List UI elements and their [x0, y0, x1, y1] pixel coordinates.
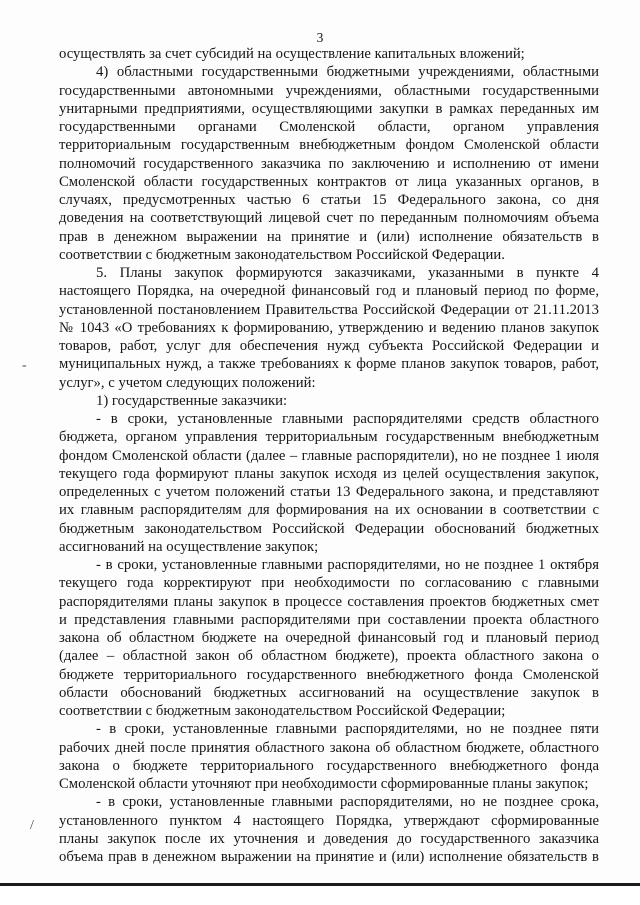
text-line: товаров, работ, услуг для обеспечения нужд субъекта Российской Федерации и: [59, 338, 599, 354]
page-number: 3: [316, 30, 324, 45]
text-line: фондом Смоленской области (далее – главные распорядители), но не позднее 1 июля: [59, 447, 599, 464]
text-line: бюджетным законодательством Российской Федерации обоснований бюджетных: [59, 520, 599, 537]
text-line: Смоленской области уточняют при необходимости сформированные планы закупок;: [59, 776, 589, 792]
text-line: закона о бюджете территориального государственного внебюджетного фонда: [59, 757, 599, 774]
text-line: - в сроки, установленные главными распорядителями, но не позднее 1 октября: [96, 557, 599, 573]
text-line: закона об областном бюджете на очередной финансовый год и плановый период: [59, 630, 599, 646]
text-line: и представления главными распорядителями при составлении проекта областного: [59, 611, 599, 628]
text-line: государственными автономными учреждениями, областными государственными: [59, 82, 599, 99]
text-line: соответствии с бюджетным законодательством Российской Федерации.: [59, 246, 505, 263]
text-line: 1) государственные заказчики:: [96, 392, 288, 409]
text-line: бюджета, органом управления территориальным государственным внебюджетным: [59, 429, 599, 446]
text-line: - в сроки, установленные главными распорядителями средств областного: [96, 411, 599, 427]
text-line: бюджете территориального государственного внебюджетного фонда Смоленской: [59, 666, 599, 683]
text-line: 5. Планы закупок формируются заказчиками, указанными в пункте 4: [96, 265, 599, 281]
text-line: распорядителями планы закупок в процессе составления проектов бюджетных смет: [59, 593, 599, 610]
text-line: № 1043 «О требованиях к формированию, утверждению и ведению планов закупок: [59, 319, 599, 336]
text-line: планы закупок после их уточнения и доведения до государственного заказчика: [59, 830, 599, 847]
text-line: территориальным государственным внебюджетным фондом Смоленской области: [59, 137, 599, 154]
text-line: муниципальных нужд, а также требованиях к форме планов закупок товаров, работ,: [59, 356, 599, 373]
text-line: осуществлять за счет субсидий на осуществление капитальных вложений;: [59, 46, 525, 62]
text-line: унитарными предприятиями, осуществляющими закупки в рамках переданных им: [59, 100, 599, 117]
text-line: (далее – областной закон об областном бюджете), проекта областного закона о: [59, 648, 599, 665]
text-line: государственными органами Смоленской области, органом управления: [59, 119, 599, 135]
text-line: рабочих дней после принятия областного закона об областном бюджете, областного: [59, 739, 599, 756]
text-line: полномочий государственного заказчика по заключению и исполнению от имени: [59, 155, 599, 172]
text-line: случаях, предусмотренных частью 6 статьи 15 Федерального закона, со дня: [59, 192, 599, 208]
text-line: ассигнований на осуществление закупок;: [59, 538, 319, 555]
text-line: - в сроки, установленные главными распорядителями, но не позднее срока,: [96, 794, 599, 811]
text-line: услуг», с учетом следующих положений:: [59, 374, 316, 391]
margin-mark: -: [22, 358, 27, 373]
text-line: - в сроки, установленные главными распорядителями, но не позднее пяти: [96, 721, 599, 738]
text-line: соответствии с бюджетным законодательством Российской Федерации;: [59, 703, 506, 719]
text-line: установленной постановлением Правительства Российской Федерации от 21.11.2013: [59, 301, 599, 318]
document-body: [59, 45, 599, 866]
text-line: текущего года формируют планы закупок исходя из целей осуществления закупок,: [59, 465, 599, 482]
text-line: 4) областными государственными бюджетными учреждениями, областными: [96, 64, 599, 81]
text-line: доведения на соответствующий лицевой счет по переданным полномочиям объема: [59, 210, 599, 227]
text-line: их главным распорядителям для формирования на их основании в соответствии с: [59, 502, 599, 519]
page-bottom-margin: [0, 886, 640, 905]
text-line: текущего года корректируют при необходимости по согласованию с главными: [59, 575, 599, 592]
text-line: определенных с учетом положений статьи 13 Федерального закона, и представляют: [59, 484, 599, 500]
text-line: Смоленской области государственных контрактов от лица указанных органов, в: [59, 173, 599, 190]
margin-mark: /: [30, 818, 34, 833]
text-line: объема прав в денежном выражении на принятие и (или) исполнение обязательств в: [59, 849, 599, 865]
text-line: настоящего Порядка, на очередной финансовый год и плановый период по форме,: [59, 283, 599, 300]
text-line: области обоснований бюджетных ассигнований на осуществление закупок в: [59, 684, 599, 701]
text-line: прав в денежном выражении на принятие и (или) исполнение обязательств в: [59, 228, 599, 245]
text-line: установленного пунктом 4 настоящего Порядка, утверждают сформированные: [59, 812, 599, 829]
